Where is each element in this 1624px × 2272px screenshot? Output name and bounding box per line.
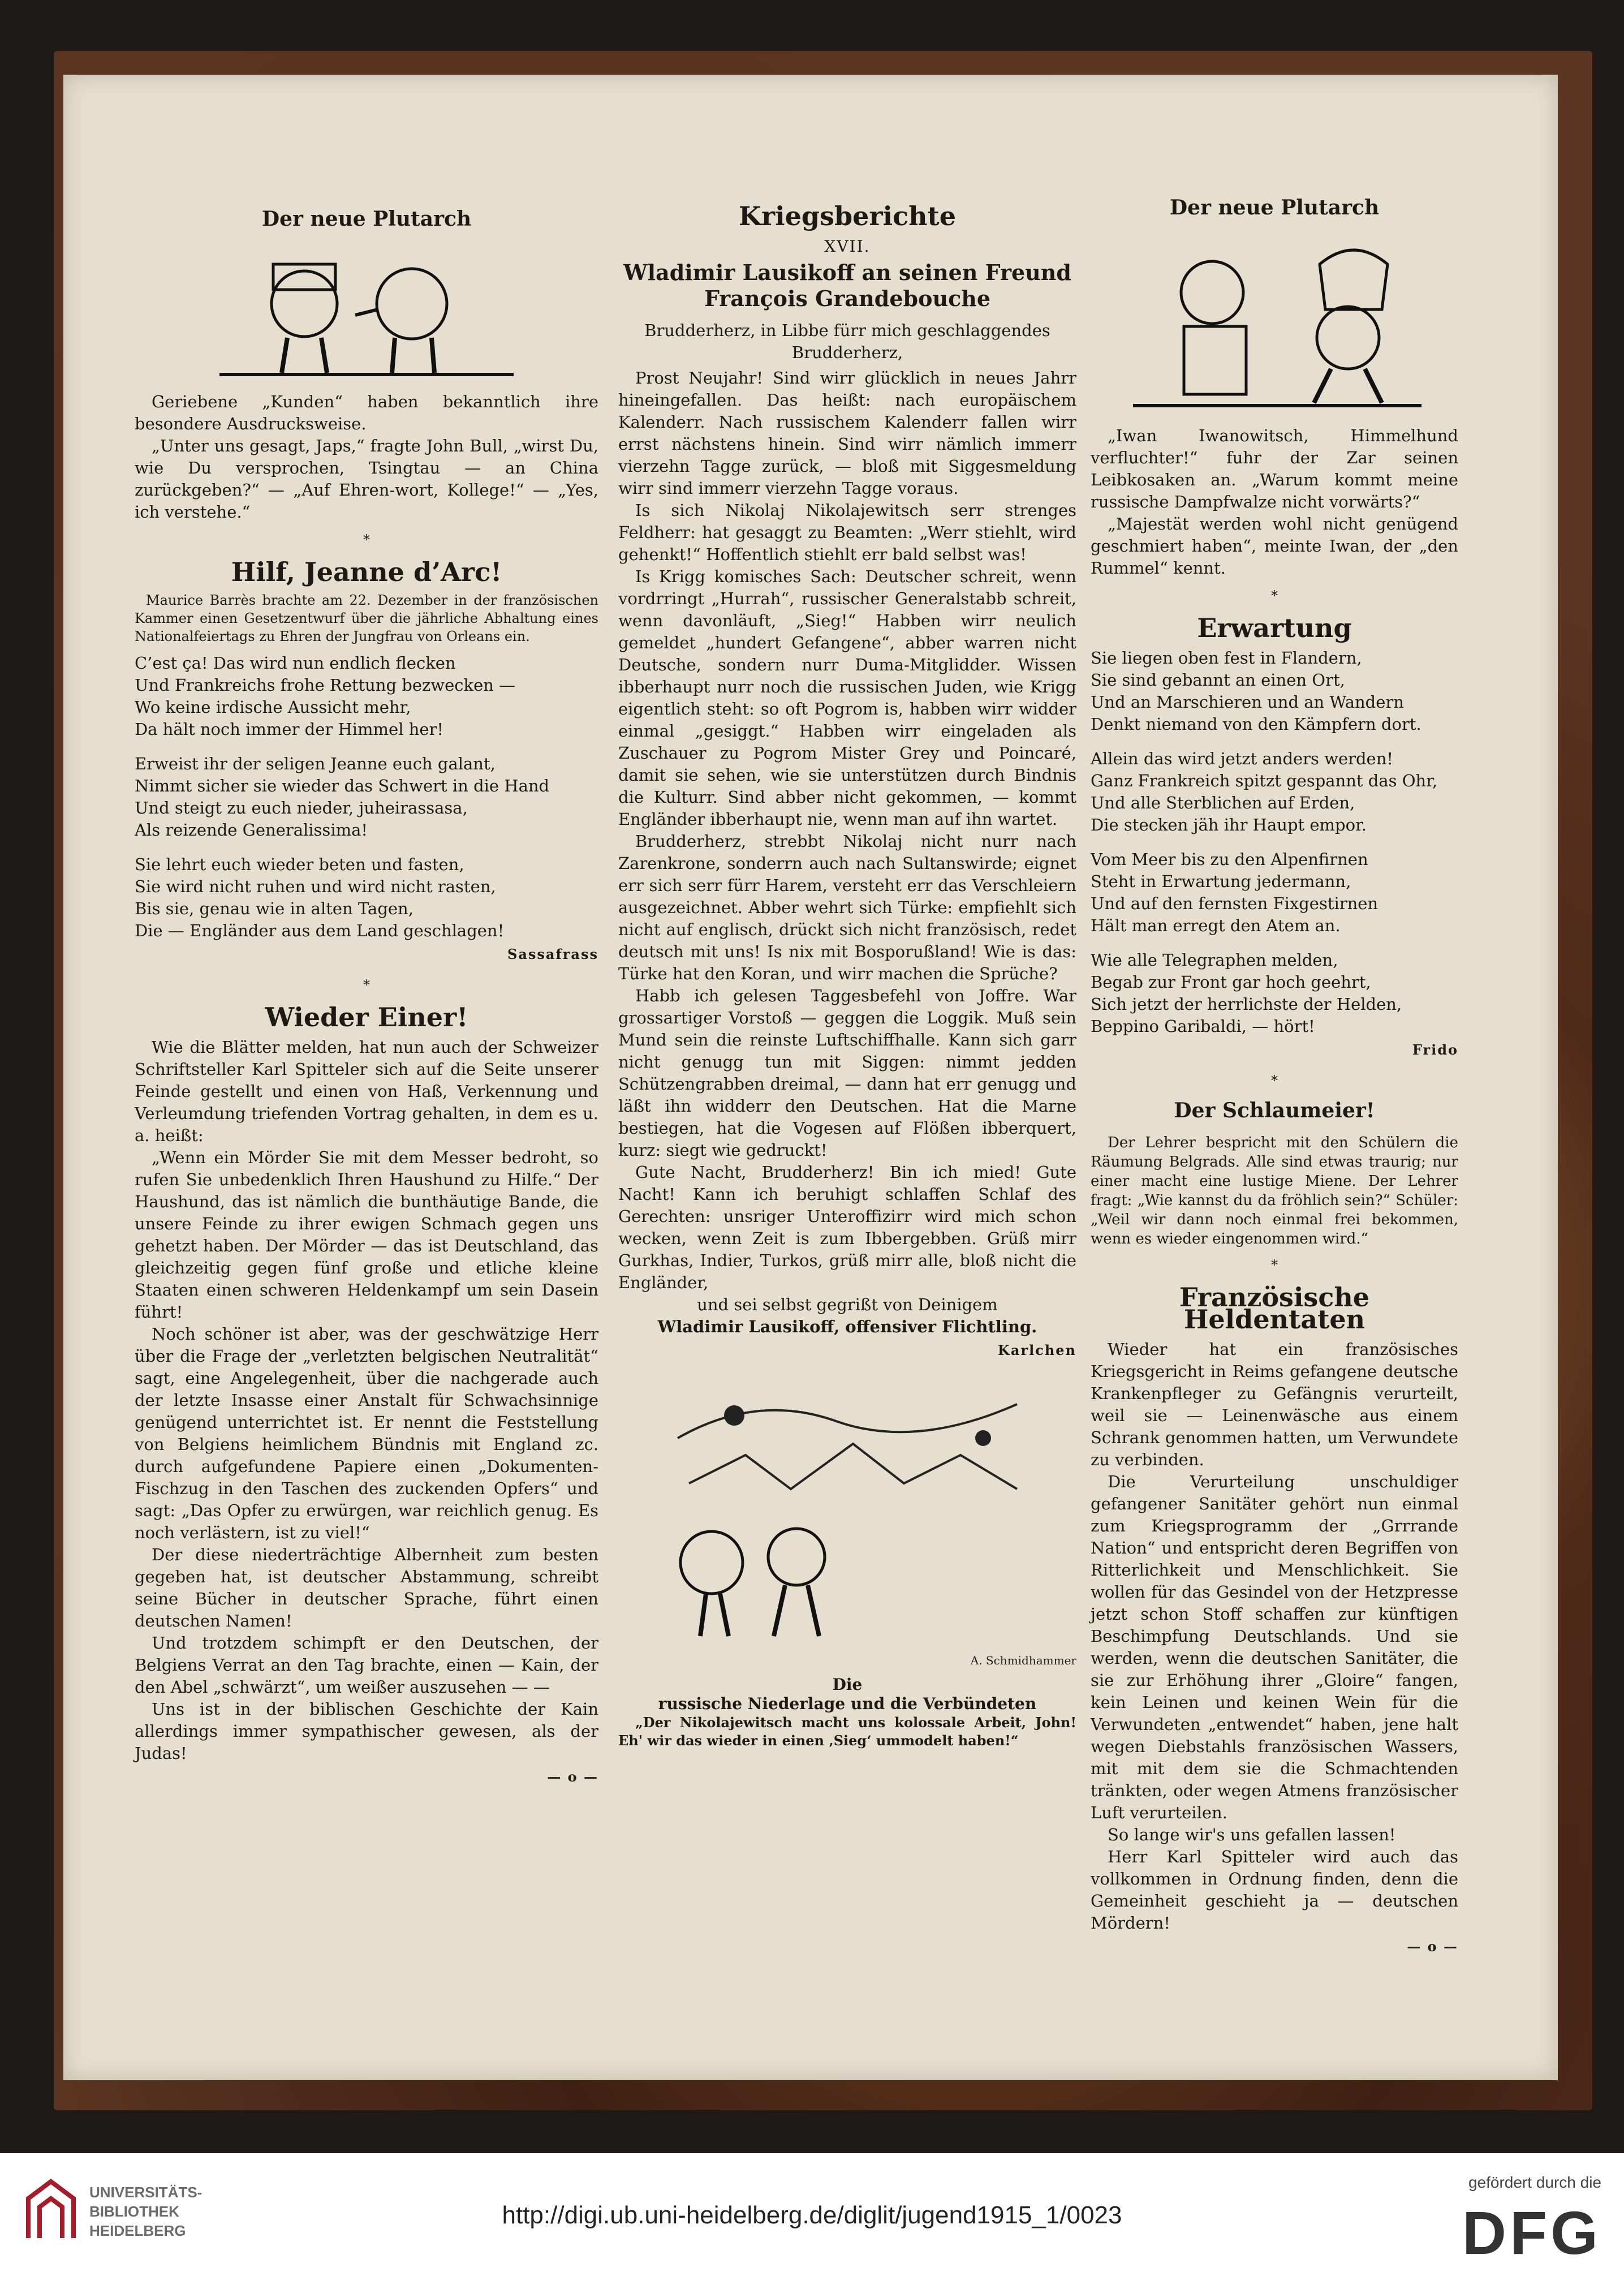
author-signature: Sassafrass [507, 946, 598, 962]
plutarch-text: „Iwan Iwanowitsch, Himmelhund verfluchter!“ fuhr der Zar seinen Leibkosaken an. „Warum kommt meine russische Dampfwalze nicht vorwärts?“ [1091, 426, 1458, 511]
verse-stanza: Sie lehrt euch wieder beten und fasten, Sie wird nicht ruhen und wird nicht rasten, Bis sie, genau wie in alten Tagen, Die — Engländer aus dem Land geschlagen! [135, 855, 505, 940]
verse-stanza: C’est ça! Das wird nun endlich flecken Und Frankreichs frohe Rettung bezwecken — Wo keine irdische Aussicht mehr, Da hält noch immer der Himmel her! [135, 653, 516, 739]
author-signature: — o — [1407, 1938, 1458, 1955]
plutarch-heading-left: Der neue Plutarch [261, 207, 472, 231]
article-paragraph: Habb ich gelesen Taggesbefehl von Joffre. War grossartiger Vorstoß — geggen die Loggik. Muß sein Mund sein die reinste Luftschiffhalle. Kann sich garr nicht genugg tun mit Siggen: nimmt jedden Schützengrabben dreimal, — dann hat err genugg und läßt ihn widderr den Deutschen. Hat die Marne bestiegen, hat die Vogesen auf Flößen ibberquert, kurz: siegt wie gedruckt! [618, 986, 1076, 1160]
salutation: Brudderherz, in Libbe fürr mich geschlaggendes Brudderherz, [644, 321, 1050, 362]
article-paragraph: Prost Neujahr! Sind wirr glücklich in neues Jahrr hineingefallen. Das heißt: nach europäischem Kalenderr. Nach russischem Kalenderr fallen wirr errst nächstens hinein. Sind wirr nämlich immerr vierzehn Tagge zurück, — bloß mit Siggesmeldung wirr sind immerr vierzehn Tagge voraus. [618, 368, 1076, 498]
article-title: Wieder Einer! [265, 1002, 468, 1032]
article-paragraph: Brudderherz, strebbt Nikolaj nicht nurr nach Zarenkrone, sonderrn auch nach Sultanswirde; eignet err sich serr fürr Harem, versteht err das Verschleiern ausgezeichnet. Abber wehrt sich Türke: empfiehlt sich nicht auf englisch, drückt sich nicht französisch, redet deutsch mit uns! Is nix mit Bosporußland! Wie is das: Türke hat den Koran, und wirr machen die Sprüche? [618, 832, 1076, 983]
article-paragraph: Is sich Nikolaj Nikolajewitsch serr strenges Feldherr: hat gesaggt zu Beamten: „Werr stiehlt, wird gehenkt!“ Hoffentlich stiehlt err bald selbst was! [618, 501, 1076, 564]
author-signature: Frido [1412, 1042, 1458, 1058]
institution-name: UNIVERSITÄTS- BIBLIOTHEK HEIDELBERG [89, 2184, 203, 2239]
separator: * [363, 532, 370, 548]
funding-label: gefördert durch die [1468, 2174, 1601, 2191]
caption-title: russische Niederlage und die Verbündeten [658, 1694, 1037, 1713]
article-paragraph: Wie die Blätter melden, hat nun auch der Schweizer Schriftsteller Karl Spitteler sich auf die Seite unserer Feinde gestellt und einen von Haß, Verkennung und Verleumdung triefenden Vortrag gehalten, in dem es u. a. heißt: [135, 1038, 598, 1145]
article-paragraph: Noch schöner ist aber, was der geschwätzige Herr über die Frage der „verletzten belgischen Neutralität“ sagt, eine Angelegenheit, über die nachgerade auch der letzte Insasse einer Anstalt für Schwachsinnige genügend unterrichtet ist. Er nennt die Feststellung von Belgiens heimlichem Bündnis mit England zc. durch aufgefundene Papiere einen „Dokumenten-Fischzug in den Taschen des zuckenden Opfers“ und sagt: „Das Opfer zu erwürgen, war reichlich genug. Es noch verlästern, ist zu viel!“ [135, 1324, 598, 1542]
illustrator-credit: A. Schmidhammer [970, 1654, 1076, 1667]
verse-stanza: Sie liegen oben fest in Flandern, Sie sind gebannt an einen Ort, Und an Marschieren und an Wandern Denkt niemand von den Kämpfern dort. [1091, 648, 1421, 734]
article-title: Der Schlaumeier! [1174, 1099, 1375, 1122]
column-middle [618, 201, 1076, 1750]
letter-signature: Wladimir Lausikoff, offensiver Flichtling. [657, 1317, 1037, 1336]
plutarch-text: Geriebene „Kunden“ haben bekanntlich ihre besondere Ausdrucksweise. [135, 392, 598, 433]
article-paragraph: Gute Nacht, Brudderherz! Bin ich mied! Gute Nacht! Kann ich beruhigt schlaffen Schlaf des Gerechten: unsriger Unteroffizirr wird mich schon wecken, wenn Zeit is zum Ibbergebben. Grüß mirr Gurkhas, Indier, Turkos, grüß mirr alle, bloß nicht die Engländer, [618, 1163, 1076, 1292]
article-subtitle: Wladimir Lausikoff an seinen Freund François Grandebouche [623, 260, 1071, 311]
verse-stanza: Vom Meer bis zu den Alpenfirnen Steht in Erwartung jedermann, Und auf den fernsten Fixgestirnen Hält man erregt den Atem an. [1091, 850, 1379, 935]
cartoon-two-caricatures [208, 242, 525, 383]
separator: * [1271, 1257, 1278, 1273]
article-title: Französische Heldentaten [1179, 1282, 1370, 1335]
verse-stanza: Erweist ihr der seligen Jeanne euch galant, Nimmt sicher sie wieder das Schwert in die Hand Und steigt zu euch nieder, juheirassasa, Als reizende Generalissima! [135, 754, 550, 840]
verse-stanza: Allein das wird jetzt anders werden! Ganz Frankreich spitzt gespannt das Ohr, Und alle Sterblichen auf Erden, Die stecken jäh ihr Haupt empor. [1091, 749, 1438, 834]
cartoon-tsar-and-cook [1116, 230, 1433, 417]
article-intro: Maurice Barrès brachte am 22. Dezember in der französischen Kammer einen Gesetzentwurf über die jährliche Abhaltung eines Nationalfeiertags zu Ehren der Jungfrau von Orleans ein. [135, 592, 598, 644]
separator: * [1271, 1073, 1278, 1088]
article-paragraph: Der diese niederträchtige Albernheit zum besten gegeben hat, ist deutscher Abstammung, schreibt seine Bücher in deutscher Sprache, führt einen deutschen Namen! [135, 1545, 598, 1630]
author-signature: Karlchen [998, 1342, 1076, 1358]
article-numeral: XVII. [824, 237, 871, 256]
article-paragraph: Die Verurteilung unschuldiger gefangener Sanitäter gehört nun einmal zum Kriegsprogramm der „Grrrande Nation“ und entspricht deren Begriffen von Ritterlichkeit und Menschlichkeit. Sie wollen für das Gesindel von der Hetzpresse jetzt schon Stoff schaffen zur künftigen Beschimpfung Deutschlands. Und sie werden, wenn die deutschen Sanitäter, die sie zur Erhöhung ihrer „Gloire“ fangen, kein Leinen und keinen Wein für die Verwundeten „entwendet“ haben, jene halt wegen Diebstahls französischen Wassers, mit mit dem sie die Schmachtenden tränkten, oder wegen Atmens französischer Luft verurteilen. [1091, 1472, 1458, 1822]
separator: * [1271, 588, 1278, 604]
closing-line: und sei selbst gegrißt von Deinigem [697, 1295, 998, 1314]
author-signature: — o — [547, 1768, 598, 1785]
plutarch-heading-right: Der neue Plutarch [1169, 196, 1380, 220]
article-paragraph: Uns ist in der biblischen Geschichte der Kain allerdings immer sympathischer gewesen, als der Judas! [135, 1699, 598, 1763]
caption-title: Die [832, 1675, 863, 1694]
cartoon-battle-scene [666, 1370, 1028, 1642]
separator: * [363, 977, 370, 993]
column-right [1091, 197, 1458, 1967]
article-paragraph: Is Krigg komisches Sach: Deutscher schreit, wenn vordrringt „Hurrah“, russischer Generalstabb schreit, wenn davonläuft, „Sieg!“ Habben wirr neulich gemeldet „hundert Gefangene“, abber warren nicht Deutsche, sondern nurr Duma-Mitglidder. Wissen ibberhaupt nurr noch die russischen Juden, wie Krigg eigentlich steht: so oft Pogrom is, habben wirr widder einmal „gesiggt.“ Habben wirr eingeladen als Zuschauer zu Pogrom Mister Grey und Poincaré, damit sie sehen, wie sie unterstützen durch Bindnis die Kulturr. Sind abber nicht gekommen, — kommt Engländer ibberhaupt nie, wenn man auf ihn wartet. [618, 567, 1076, 829]
article-paragraph: Der Lehrer bespricht mit den Schülern die Räumung Belgrads. Alle sind etwas traurig; nur einer macht eine lustige Miene. Der Lehrer fragt: „Wie kannst du da fröhlich sein?“ Schüler: „Weil wir dann noch einmal frei bekommen, wenn es wieder eingenommen wird.“ [1091, 1134, 1458, 1247]
plutarch-text: „Majestät werden wohl nicht genügend geschmiert haben“, meinte Iwan, der „den Rummel“ kennt. [1091, 514, 1458, 578]
column-left [135, 208, 598, 1797]
article-paragraph: Wieder hat ein französisches Kriegsgericht in Reims gefangene deutsche Krankenpfleger zu Gefängnis verurteilt, weil sie — Leinenwäsche aus einem Schrank genommen hatten, um Verwundete zu verbinden. [1091, 1340, 1458, 1469]
article-paragraph: Herr Karl Spitteler wird auch das vollkommen in Ordnung finden, denn die Gemeinheit geschieht ja — deutschen Mördern! [1091, 1847, 1458, 1933]
article-title: Hilf, Jeanne d’Arc! [231, 557, 502, 587]
article-paragraph: „Wenn ein Mörder Sie mit dem Messer bedroht, so rufen Sie unbedenklich Ihren Haushund zu Hilfe.“ Der Haushund, das ist nämlich die bunthäutige Bande, die unsere Feinde zu ihrer ewigen Schmach gegen uns gehetzt haben. Der Mörder — das ist Deutschland, das gleichzeitig gegen fünf große und etliche kleine Staaten einen schweren Heldenkampf um sein Dasein führt! [135, 1148, 598, 1322]
viewer-footer [0, 2153, 1624, 2272]
article-title: Erwartung [1197, 613, 1352, 643]
article-title: Kriegsberichte [738, 201, 957, 231]
article-paragraph: So lange wir's uns gefallen lassen! [1108, 1825, 1396, 1844]
verse-stanza: Wie alle Telegraphen melden, Begab zur Front gar hoch geehrt, Sich jetzt der herrlichste der Helden, Beppino Garibaldi, — hört! [1091, 950, 1402, 1036]
permalink-url[interactable]: http://digi.ub.uni-heidelberg.de/diglit/jugend1915_1/0023 [502, 2201, 1122, 2229]
article-paragraph: Und trotzdem schimpft er den Deutschen, der Belgiens Verrat an den Tag brachte, einen — Kain, der den Abel „schwärzt“, um weißer auszusehen — — [135, 1633, 598, 1697]
cartoon-caption: „Der Nikolajewitsch macht uns kolossale Arbeit, John! Eh' wir das wieder in einen ‚Sieg‘ ummodelt haben!“ [618, 1714, 1076, 1749]
plutarch-text: „Unter uns gesagt, Japs,“ fragte John Bull, „wirst Du, wie Du versprochen, Tsingtau — an China zurückgeben?“ — „Auf Ehren-wort, Kollege!“ — „Yes, ich verstehe.“ [135, 436, 598, 522]
dfg-logo[interactable]: DFG [1462, 2198, 1601, 2267]
